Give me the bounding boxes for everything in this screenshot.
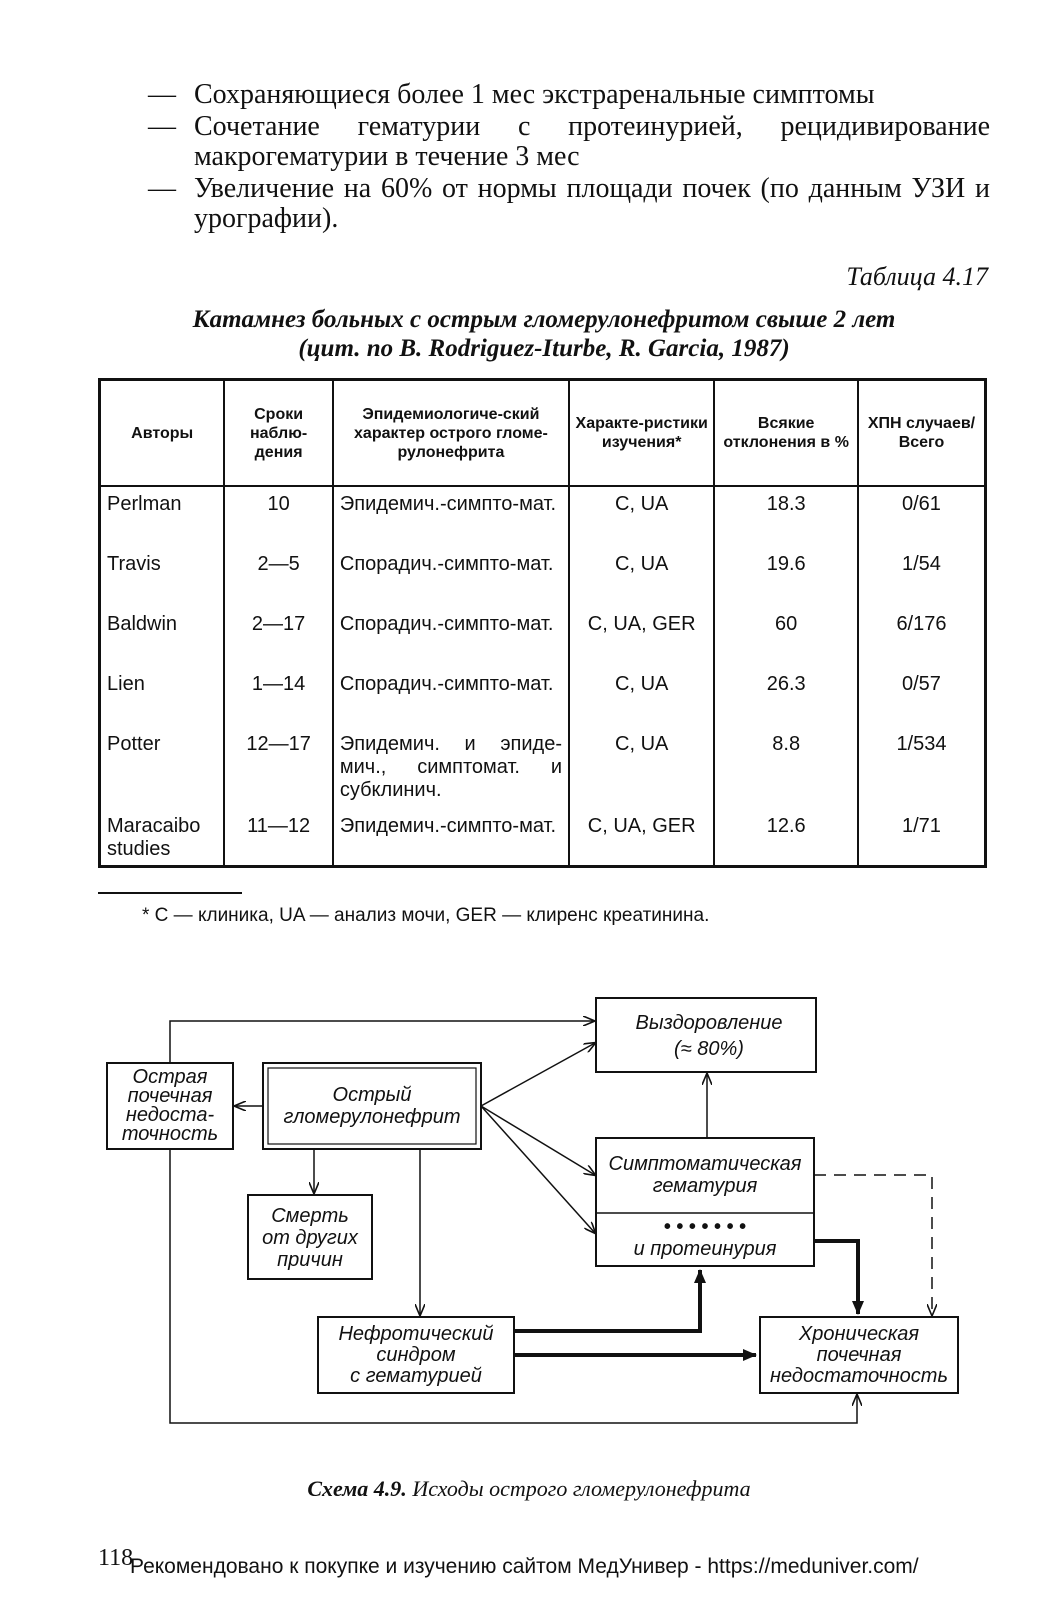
box-recovery-line: (≈ 80%) (674, 1038, 744, 1060)
box-nephrotic-line: с гематурией (350, 1365, 482, 1387)
cell-study: C, UA, GER (569, 607, 714, 667)
cell-ckd: 1/54 (858, 547, 986, 607)
page-number: 118 (98, 1545, 134, 1571)
cell-author: Potter (100, 727, 225, 809)
cell-ckd: 0/61 (858, 486, 986, 547)
bullet-dash: — (148, 173, 176, 204)
table-header-row (100, 380, 986, 487)
table-title-line: (цит. по B. Rodriguez-Iturbe, R. Garcia, 1987) (298, 335, 790, 362)
cell-character: Спорадич.-симпто-мат. (333, 547, 569, 607)
box-ckd-line: почечная (816, 1344, 902, 1366)
arrow-thick-to-proteinuria (514, 1270, 700, 1331)
box-recovery (596, 998, 816, 1072)
bullet-dash: — (148, 79, 176, 110)
site-note: Рекомендовано к покупке и изучению сайтом МедУнивер - https://meduniver.com/ (130, 1555, 919, 1578)
box-nephrotic-line: синдром (376, 1344, 456, 1366)
box-recovery-line: Выздоровление (635, 1012, 783, 1034)
cell-character: Эпидемич. и эпиде-мич., симптомат. и субклинич. (333, 727, 569, 809)
cell-author: Baldwin (100, 607, 225, 667)
cell-author: Maracaibo studies (100, 809, 225, 867)
cell-ckd: 6/176 (858, 607, 986, 667)
table-row (100, 667, 986, 727)
box-aki-line: Острая (132, 1066, 208, 1088)
cell-ckd: 1/534 (858, 727, 986, 809)
table-row (100, 547, 986, 607)
cell-study: C, UA, GER (569, 809, 714, 867)
bullet-text: Сочетание гематурии с протеинурией, рецидивирование макрогематурии в течение 3 мес (194, 111, 990, 172)
cell-deviation: 60 (714, 607, 858, 667)
cell-period: 1—14 (224, 667, 333, 727)
table-footnote: * C — клиника, UA — анализ мочи, GER — клиренс креатинина. (142, 905, 710, 926)
column-header: Характе-ристики изучения* (569, 380, 714, 487)
box-death-line: от других (262, 1227, 358, 1249)
box-aki-line: недоста- (125, 1104, 215, 1126)
box-agn-line: гломерулонефрит (283, 1106, 461, 1128)
cell-author: Travis (100, 547, 225, 607)
box-ckd-line: Хроническая (798, 1323, 920, 1345)
cell-deviation: 18.3 (714, 486, 858, 547)
column-header: ХПН случаев/ Всего (858, 380, 986, 487)
cell-character: Эпидемич.-симпто-мат. (333, 486, 569, 547)
column-header: Эпидемиологиче-ский характер острого гломе-рулонефрита (333, 380, 569, 487)
box-death-line: причин (277, 1249, 343, 1271)
outcomes-scheme (0, 985, 1058, 1455)
table-row (100, 607, 986, 667)
column-header: Сроки наблю-дения (224, 380, 333, 487)
bullet-dash: — (148, 111, 176, 142)
cell-period: 10 (224, 486, 333, 547)
bullet-text: Сохраняющиеся более 1 мес экстраренальные симптомы (194, 79, 875, 110)
cell-author: Perlman (100, 486, 225, 547)
arrow-to-recovery (170, 1021, 594, 1063)
cell-character: Эпидемич.-симпто-мат. (333, 809, 569, 867)
cell-ckd: 1/71 (858, 809, 986, 867)
cell-period: 11—12 (224, 809, 333, 867)
box-ckd-line: недостаточность (770, 1365, 948, 1387)
cell-deviation: 19.6 (714, 547, 858, 607)
bullet-item (148, 174, 990, 234)
box-hematuria-line: гематурия (652, 1175, 758, 1197)
cell-period: 2—5 (224, 547, 333, 607)
cell-study: C, UA (569, 667, 714, 727)
cell-period: 12—17 (224, 727, 333, 809)
box-aki-line: почечная (127, 1085, 213, 1107)
table-title (98, 305, 990, 363)
bullet-list (148, 80, 990, 236)
table-title-line: Катамнез больных с острым гломерулонефритом свыше 2 лет (192, 306, 896, 333)
box-death-line: Смерть (271, 1205, 349, 1227)
footnote-rule (98, 892, 242, 894)
data-table (98, 378, 987, 868)
table-row (100, 727, 986, 809)
cell-author: Lien (100, 667, 225, 727)
table-row (100, 486, 986, 547)
arrow-thick-protein-to-ckd (814, 1241, 858, 1314)
table-label: Таблица 4.17 (846, 262, 988, 291)
arrow-dashed (814, 1175, 932, 1315)
cell-ckd: 0/57 (858, 667, 986, 727)
box-agn-line: Острый (332, 1084, 412, 1106)
scheme-caption-label: Схема 4.9. (307, 1476, 407, 1501)
cell-study: C, UA (569, 547, 714, 607)
arrow-fan (481, 1043, 595, 1106)
cell-deviation: 8.8 (714, 727, 858, 809)
arrow-fan (481, 1106, 595, 1233)
cell-deviation: 12.6 (714, 809, 858, 867)
cell-study: C, UA (569, 727, 714, 809)
cell-deviation: 26.3 (714, 667, 858, 727)
cell-study: C, UA (569, 486, 714, 547)
scheme-caption (0, 1476, 1058, 1502)
table-row (100, 809, 986, 867)
box-aki-line: точность (121, 1123, 219, 1145)
cell-character: Спорадич.-симпто-мат. (333, 667, 569, 727)
bullet-item (148, 112, 990, 172)
column-header: Всякие отклонения в % (714, 380, 858, 487)
dots-divider: • • • • • • • (663, 1216, 747, 1238)
bullet-item (148, 80, 990, 110)
column-header: Авторы (100, 380, 225, 487)
scheme-caption-text: Исходы острого гломерулонефрита (412, 1476, 751, 1501)
box-hematuria-line: Симптоматическая (608, 1153, 802, 1175)
arrow-fan (481, 1106, 595, 1175)
cell-character: Спорадич.-симпто-мат. (333, 607, 569, 667)
box-proteinuria-line: и протеинурия (633, 1238, 777, 1260)
bullet-text: Увеличение на 60% от нормы площади почек (по данным УЗИ и урографии). (194, 173, 990, 234)
box-nephrotic-line: Нефротический (338, 1323, 494, 1345)
cell-period: 2—17 (224, 607, 333, 667)
